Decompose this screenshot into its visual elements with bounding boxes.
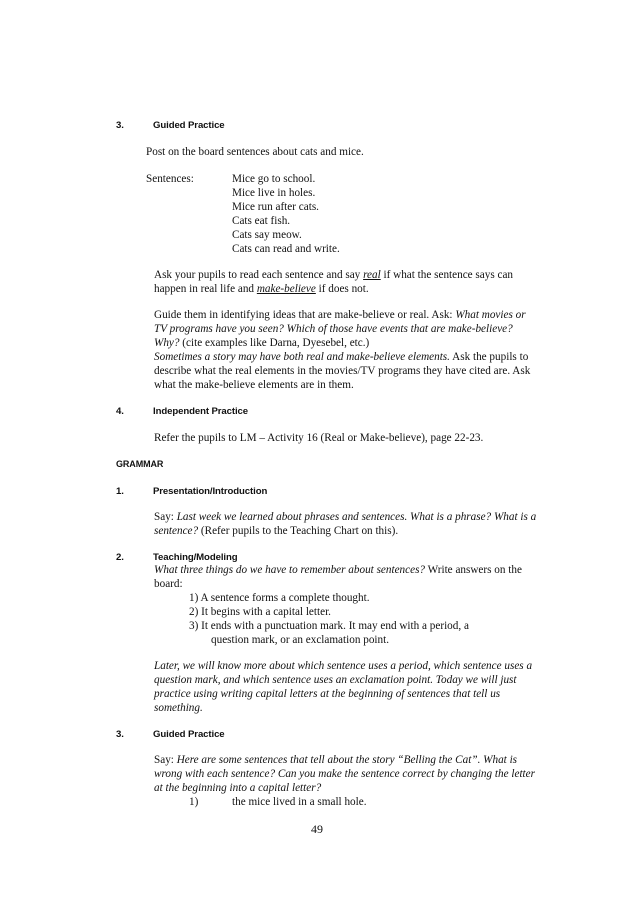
list-item-number: 1) xyxy=(189,796,199,808)
text-run: What three things do we have to remember about sentences? xyxy=(154,564,426,576)
text-run: Sometimes a story may have both real and make-believe elements. xyxy=(154,351,450,363)
text-run: Ask your pupils to read each sentence and say xyxy=(154,269,364,281)
section-heading: Guided Practice xyxy=(153,729,225,740)
text-run: if what the sentence says can xyxy=(380,269,514,281)
section-number: 1. xyxy=(116,486,124,497)
section-heading: Presentation/Introduction xyxy=(153,486,268,497)
section-number: 3. xyxy=(116,120,124,131)
list-item: 1) A sentence forms a complete thought. xyxy=(189,592,370,604)
section-heading: Guided Practice xyxy=(153,120,225,131)
emphasis-real: real xyxy=(363,269,381,281)
list-item-continuation: question mark, or an exclamation point. xyxy=(211,634,390,646)
text-run: Ask the pupils to xyxy=(449,351,529,363)
paragraph-line xyxy=(154,282,369,297)
page-number: 49 xyxy=(311,822,323,836)
paragraph: Post on the board sentences about cats and mice. xyxy=(146,146,364,158)
paragraph-line: something. xyxy=(154,702,203,714)
paragraph-line xyxy=(154,350,528,365)
paragraph-line: question mark, and which sentence uses an exclamation point. Today we will just xyxy=(154,674,517,686)
paragraph-line: board: xyxy=(154,578,183,590)
list-item: 2) It begins with a capital letter. xyxy=(189,606,331,618)
paragraph-line xyxy=(154,753,517,768)
text-run: Say: xyxy=(154,511,177,523)
text-run: sentence? xyxy=(154,525,199,537)
section-number: 4. xyxy=(116,406,124,417)
text-run: Write answers on the xyxy=(425,564,522,576)
paragraph-line: practice using writing capital letters at the beginning of sentences that tell us xyxy=(154,688,501,700)
section-number: 3. xyxy=(116,729,124,740)
paragraph-line: what the make-believe elements are in them. xyxy=(154,379,354,391)
paragraph-line: at the beginning into a capital letter? xyxy=(154,782,322,794)
text-run: if does not. xyxy=(315,283,369,295)
sentence-line: Mice live in holes. xyxy=(232,187,316,199)
text-run: What movies or xyxy=(455,309,526,321)
text-run: Why? xyxy=(154,337,180,349)
list-item: the mice lived in a small hole. xyxy=(232,796,367,808)
emphasis-make-believe: make-believe xyxy=(256,283,316,295)
text-run: (Refer pupils to the Teaching Chart on this). xyxy=(198,525,399,537)
grammar-heading: GRAMMAR xyxy=(116,459,164,469)
paragraph-line xyxy=(154,308,526,323)
sentence-line: Mice run after cats. xyxy=(232,201,319,213)
paragraph-line xyxy=(154,563,522,578)
paragraph: Refer the pupils to LM – Activity 16 (Real or Make-believe), page 22-23. xyxy=(154,432,484,444)
list-item: 3) It ends with a punctuation mark. It may end with a period, a xyxy=(189,620,469,632)
text-run: Say: xyxy=(154,754,177,766)
text-run: Last week we learned about phrases and sentences. What is a phrase? What is a xyxy=(176,511,537,523)
section-heading: Teaching/Modeling xyxy=(153,552,238,563)
text-run: Here are some sentences that tell about the story “Belling the Cat”. What is xyxy=(176,754,518,766)
text-run: happen in real life and xyxy=(154,283,257,295)
paragraph-line: describe what the real elements in the movies/TV programs they have cited are. Ask xyxy=(154,365,531,377)
section-heading: Independent Practice xyxy=(153,406,249,417)
paragraph-line xyxy=(154,268,513,283)
section-number: 2. xyxy=(116,552,124,563)
paragraph-line: Later, we will know more about which sentence uses a period, which sentence uses a xyxy=(154,660,533,672)
paragraph-line xyxy=(154,336,369,351)
paragraph-line: TV programs have you seen? Which of those have events that are make-believe? xyxy=(154,323,513,335)
text-run: (cite examples like Darna, Dyesebel, etc.) xyxy=(179,337,370,349)
sentence-line: Cats say meow. xyxy=(232,229,302,241)
sentences-label: Sentences: xyxy=(146,173,194,185)
sentence-line: Cats can read and write. xyxy=(232,243,340,255)
paragraph-line: wrong with each sentence? Can you make the sentence correct by changing the letter xyxy=(154,768,535,780)
sentence-line: Mice go to school. xyxy=(232,173,316,185)
paragraph-line xyxy=(154,524,398,539)
text-run: Guide them in identifying ideas that are make-believe or real. Ask: xyxy=(154,309,456,321)
paragraph-line xyxy=(154,510,536,525)
sentence-line: Cats eat fish. xyxy=(232,215,291,227)
